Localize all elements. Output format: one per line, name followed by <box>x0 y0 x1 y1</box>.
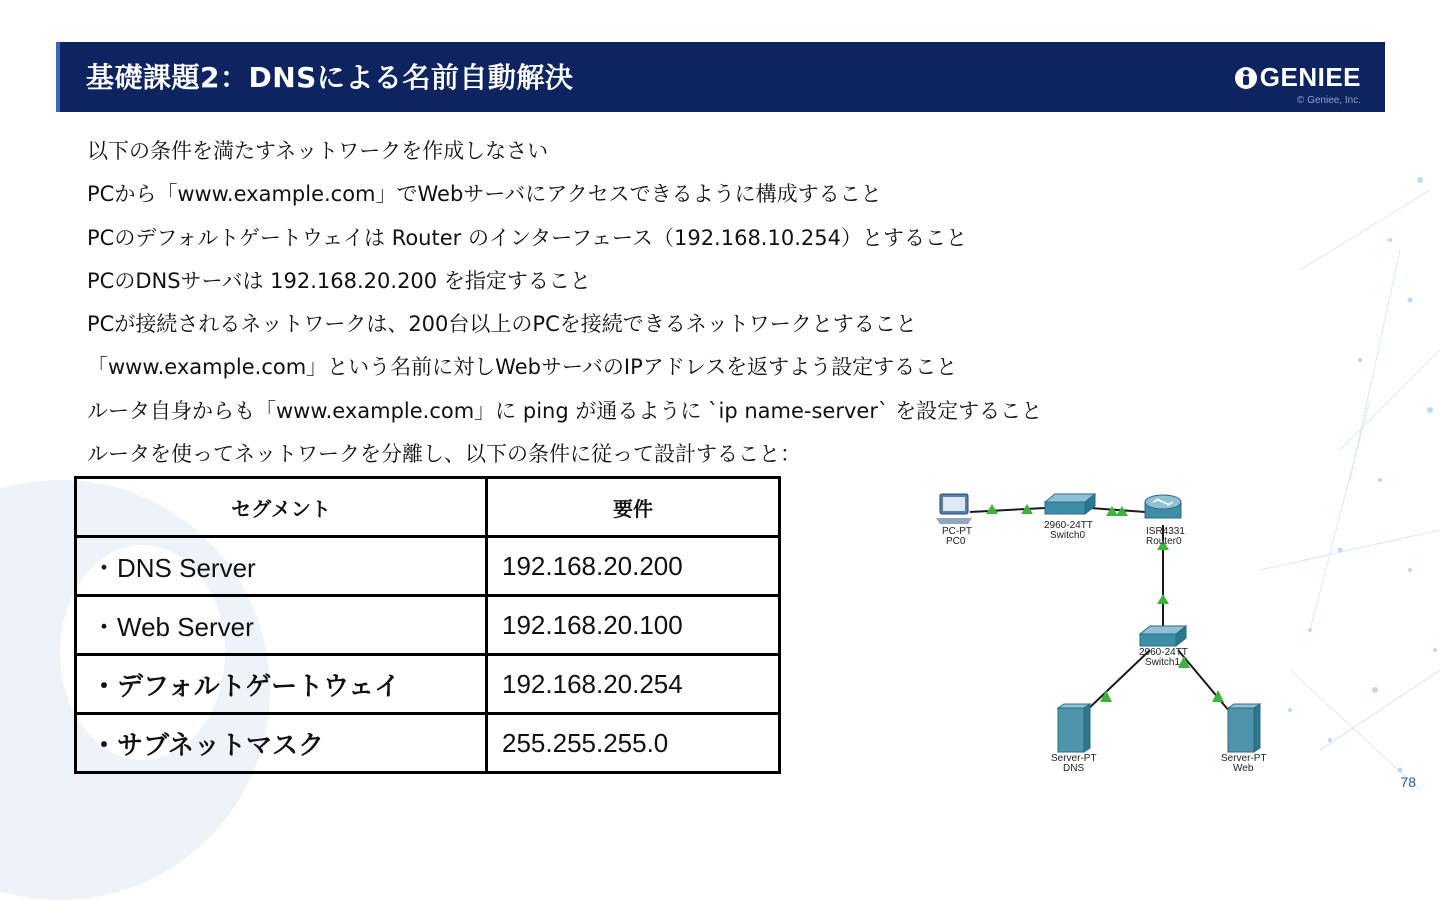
web-name-label: Web <box>1233 763 1254 774</box>
switch1-model-label: 2960-24TT <box>1139 647 1188 658</box>
instruction-line: PCのデフォルトゲートウェイは Router のインターフェース（192.168.10.254）とすること <box>87 225 967 250</box>
switch0-model-label: 2960-24TT <box>1044 520 1093 531</box>
network-topology-diagram <box>920 480 1300 780</box>
slide-title: 基礎課題2：DNSによる名前自動解決 <box>86 61 574 94</box>
table-header-segment: セグメント <box>76 478 487 537</box>
dns-name-label: DNS <box>1063 763 1085 774</box>
table-row <box>76 537 780 596</box>
instruction-line: 以下の条件を満たすネットワークを作成しなさい <box>87 139 549 163</box>
requirements-table <box>74 476 781 774</box>
pc-model-label: PC-PT <box>942 526 972 537</box>
link-switch1-web <box>1178 650 1230 712</box>
link-pc-switch0 <box>970 508 1045 512</box>
table-cell-segment: ・Web Server <box>76 596 487 655</box>
geniee-logo-icon <box>1235 67 1257 89</box>
router-model-label: ISR4331 <box>1146 526 1185 537</box>
web-server-icon <box>1228 704 1260 752</box>
copyright-notice: © Geniee, Inc. <box>1296 95 1361 106</box>
instruction-line: PCが接続されるネットワークは、200台以上のPCを接続できるネットワークとすること <box>87 312 917 337</box>
instruction-line: ルータ自身からも「www.example.com」に ping が通るように `ip name-server` を設定すること <box>87 398 1043 423</box>
table-header-row <box>76 478 780 537</box>
table-cell-requirement: 192.168.20.254 <box>487 655 780 714</box>
instruction-line: 「www.example.com」という名前に対しWebサーバのIPアドレスを返すよう設定すること <box>87 355 958 380</box>
table-cell-requirement: 192.168.20.100 <box>487 596 780 655</box>
pc-name-label: PC0 <box>946 536 966 547</box>
page-number: 78 <box>1400 774 1416 790</box>
geniee-logo <box>1235 62 1361 93</box>
switch0-name-label: Switch0 <box>1050 530 1086 541</box>
instruction-line: PCのDNSサーバは 192.168.20.200 を指定すること <box>87 268 591 293</box>
instruction-line: PCから「www.example.com」でWebサーバにアクセスできるように構成すること <box>87 182 882 207</box>
link-status-indicators <box>986 504 1224 702</box>
table-row <box>76 714 780 773</box>
switch1-icon <box>1140 626 1186 646</box>
instruction-line: ルータを使ってネットワークを分離し、以下の条件に従って設計すること： <box>87 442 801 467</box>
table-cell-segment: ・デフォルトゲートウェイ <box>76 655 487 714</box>
table-row <box>76 596 780 655</box>
web-model-label: Server-PT <box>1221 753 1267 764</box>
table-row <box>76 655 780 714</box>
switch0-icon <box>1045 494 1095 514</box>
pc-icon <box>936 494 972 524</box>
table-cell-segment: ・サブネットマスク <box>76 714 487 773</box>
link-switch0-router <box>1090 508 1145 512</box>
instruction-list <box>87 134 1042 480</box>
router-name-label: Router0 <box>1146 536 1182 547</box>
switch1-name-label: Switch1 <box>1145 657 1181 668</box>
table-cell-segment: ・DNS Server <box>76 537 487 596</box>
slide-header <box>56 42 1385 112</box>
dns-model-label: Server-PT <box>1051 753 1097 764</box>
geniee-logo-text: GENIEE <box>1259 62 1361 92</box>
router-icon <box>1145 495 1181 518</box>
link-switch1-dns <box>1085 650 1150 712</box>
dns-server-icon <box>1058 704 1090 752</box>
table-cell-requirement: 192.168.20.200 <box>487 537 780 596</box>
table-header-requirement: 要件 <box>487 478 780 537</box>
topology-links <box>970 508 1230 712</box>
table-cell-requirement: 255.255.255.0 <box>487 714 780 773</box>
